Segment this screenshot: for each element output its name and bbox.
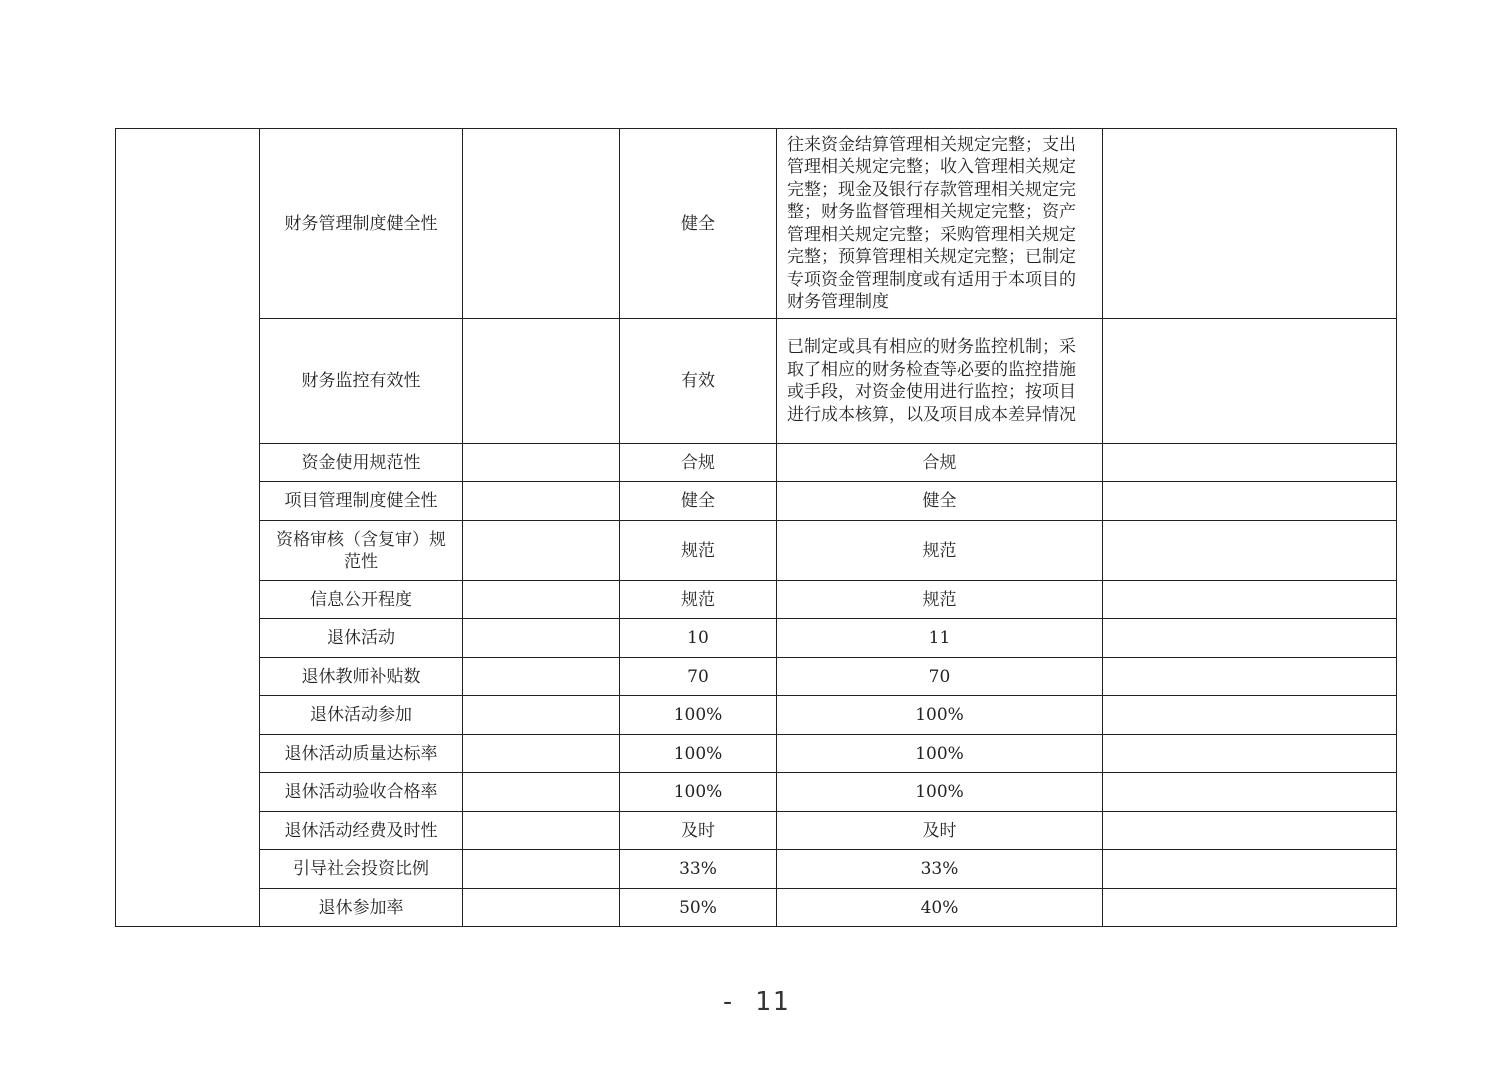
table-row [116,521,1397,581]
remark-cell [1103,812,1397,850]
target-value-cell: 及时 [620,812,777,850]
indicator-cell: 退休教师补贴数 [260,658,463,696]
actual-value-cell: 100% [777,773,1103,812]
indicator-cell: 项目管理制度健全性 [260,482,463,521]
table-row [116,889,1397,927]
table-row [116,319,1397,444]
target-value-cell: 33% [620,850,777,889]
actual-value-cell: 70 [777,658,1103,696]
blank-cell [463,581,620,619]
blank-cell [463,444,620,482]
blank-cell [463,319,620,444]
blank-cell [463,889,620,927]
table-row [116,619,1397,658]
indicator-cell: 资格审核（含复审）规范性 [260,521,463,581]
target-value-cell: 规范 [620,581,777,619]
actual-value-cell: 已制定或具有相应的财务监控机制；采取了相应的财务检查等必要的监控措施或手段，对资金使用进行监控；按项目进行成本核算，以及项目成本差异情况 [777,319,1103,444]
target-value-cell: 健全 [620,129,777,319]
target-value-cell: 100% [620,696,777,735]
table-row [116,735,1397,773]
blank-cell [463,812,620,850]
target-value-cell: 100% [620,735,777,773]
category-cell [116,129,260,927]
target-value-cell: 50% [620,889,777,927]
remark-cell [1103,889,1397,927]
blank-cell [463,658,620,696]
table-row [116,482,1397,521]
indicator-cell: 退休活动 [260,619,463,658]
blank-cell [463,482,620,521]
remark-cell [1103,319,1397,444]
table-row [116,129,1397,319]
remark-cell [1103,482,1397,521]
indicator-cell: 财务监控有效性 [260,319,463,444]
indicator-cell: 引导社会投资比例 [260,850,463,889]
table-row [116,696,1397,735]
blank-cell [463,773,620,812]
remark-cell [1103,521,1397,581]
indicator-cell: 退休活动质量达标率 [260,735,463,773]
blank-cell [463,696,620,735]
table-row [116,850,1397,889]
remark-cell [1103,619,1397,658]
table-row [116,812,1397,850]
indicator-cell: 退休活动验收合格率 [260,773,463,812]
remark-cell [1103,444,1397,482]
table-row [116,658,1397,696]
performance-table [115,128,1397,927]
actual-value-cell: 健全 [777,482,1103,521]
page-number: - 11 [719,987,791,1017]
target-value-cell: 有效 [620,319,777,444]
actual-value-cell: 100% [777,735,1103,773]
actual-value-cell: 11 [777,619,1103,658]
remark-cell [1103,658,1397,696]
remark-cell [1103,696,1397,735]
blank-cell [463,619,620,658]
actual-value-cell: 合规 [777,444,1103,482]
remark-cell [1103,129,1397,319]
remark-cell [1103,581,1397,619]
table-row [116,444,1397,482]
target-value-cell: 规范 [620,521,777,581]
table-row [116,773,1397,812]
target-value-cell: 10 [620,619,777,658]
target-value-cell: 70 [620,658,777,696]
remark-cell [1103,773,1397,812]
target-value-cell: 健全 [620,482,777,521]
remark-cell [1103,850,1397,889]
indicator-cell: 退休活动参加 [260,696,463,735]
table-row [116,581,1397,619]
actual-value-cell: 100% [777,696,1103,735]
target-value-cell: 合规 [620,444,777,482]
actual-value-cell: 往来资金结算管理相关规定完整；支出管理相关规定完整；收入管理相关规定完整；现金及银行存款管理相关规定完整；财务监督管理相关规定完整；资产管理相关规定完整；采购管理相关规定完整；预算管理相关规定完整；已制定专项资金管理制度或有适用于本项目的财务管理制度 [777,129,1103,319]
blank-cell [463,850,620,889]
blank-cell [463,129,620,319]
actual-value-cell: 及时 [777,812,1103,850]
actual-value-cell: 40% [777,889,1103,927]
actual-value-cell: 规范 [777,581,1103,619]
indicator-cell: 退休参加率 [260,889,463,927]
blank-cell [463,735,620,773]
indicator-cell: 资金使用规范性 [260,444,463,482]
remark-cell [1103,735,1397,773]
indicator-cell: 财务管理制度健全性 [260,129,463,319]
indicator-cell: 信息公开程度 [260,581,463,619]
indicator-cell: 退休活动经费及时性 [260,812,463,850]
actual-value-cell: 33% [777,850,1103,889]
blank-cell [463,521,620,581]
target-value-cell: 100% [620,773,777,812]
actual-value-cell: 规范 [777,521,1103,581]
